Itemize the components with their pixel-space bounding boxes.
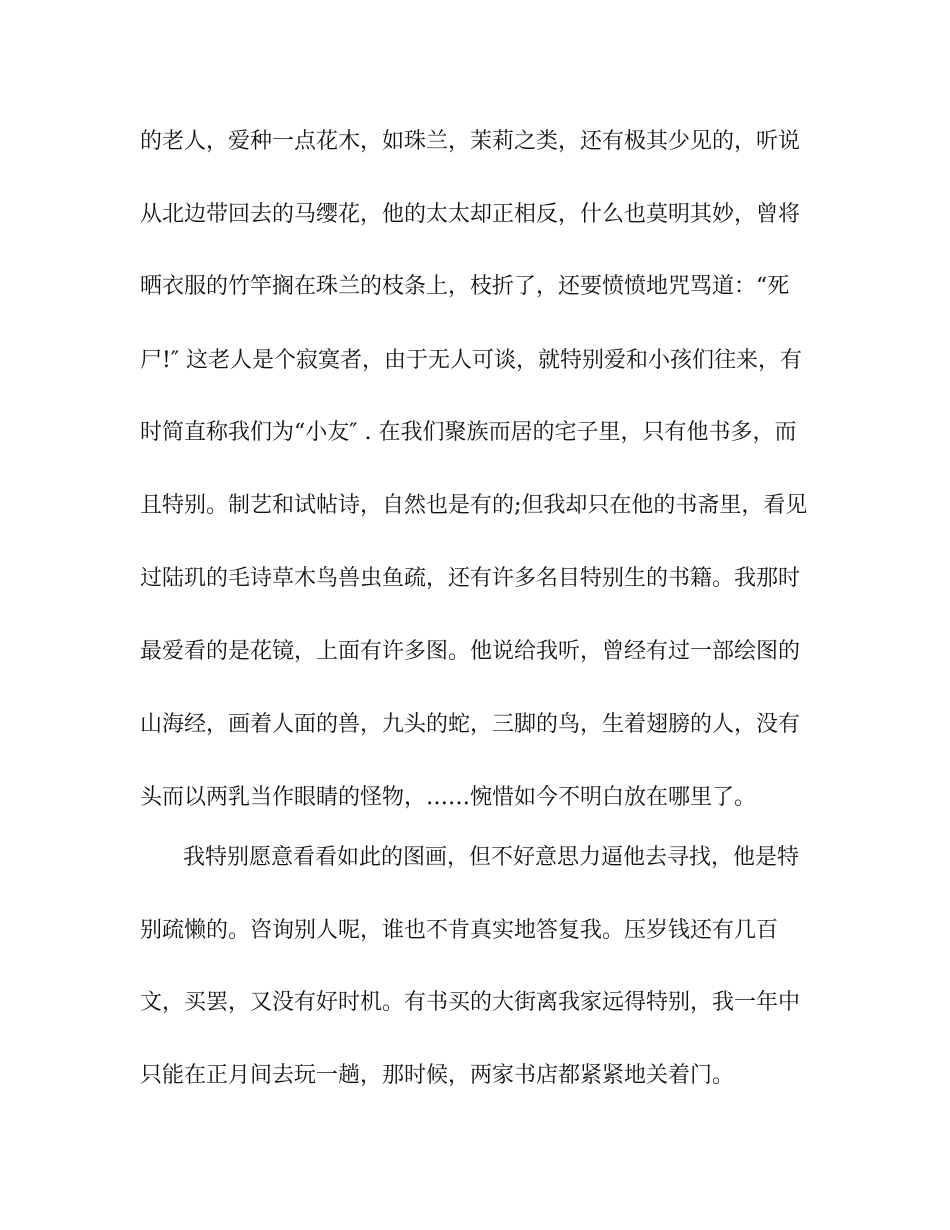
text-line: 别疏懒的。咨询别人呢，谁也不肯真实地答复我。压岁钱还有几百 — [140, 918, 779, 943]
text-line: 我特别愿意看看如此的图画，但不好意思力逼他去寻找，他是特 — [183, 845, 800, 870]
text-line: 晒衣服的竹竿搁在珠兰的枝条上，枝折了，还要愤愤地咒骂道：“死 — [140, 274, 790, 299]
text-line: 且特别。制艺和试帖诗，自然也是有的;但我却只在他的书斋里，看见 — [140, 493, 808, 518]
text-line: 时简直称我们为“小友″ . 在我们聚族而居的宅子里，只有他书多，而 — [140, 420, 797, 445]
text-line: 从北边带回去的马缨花，他的太太却正相反，什么也莫明其妙，曾将 — [140, 202, 801, 227]
text-line: 最爱看的是花镜，上面有许多图。他说给我听，曾经有过一部绘图的 — [140, 639, 801, 664]
text-line: 尸!″ 这老人是个寂寞者，由于无人可谈，就特别爱和小孩们往来，有 — [140, 348, 803, 373]
text-line: 头而以两乳当作眼睛的怪物，……惋惜如今不明白放在哪里了。 — [140, 785, 757, 810]
text-line: 文，买罢，又没有好时机。有书买的大街离我家远得特别，我一年中 — [140, 990, 801, 1015]
text-line: 的老人，爱种一点花木，如珠兰，茉莉之类，还有极其少见的，听说 — [140, 129, 801, 154]
text-line: 只能在正月间去玩一趟，那时候，两家书店都紧紧地关着门。 — [140, 1063, 735, 1088]
text-line: 山海经，画着人面的兽，九头的蛇，三脚的鸟，生着翅膀的人，没有 — [140, 712, 801, 737]
text-line: 过陆玑的毛诗草木鸟兽虫鱼疏，还有许多名目特别生的书籍。我那时 — [140, 566, 801, 591]
